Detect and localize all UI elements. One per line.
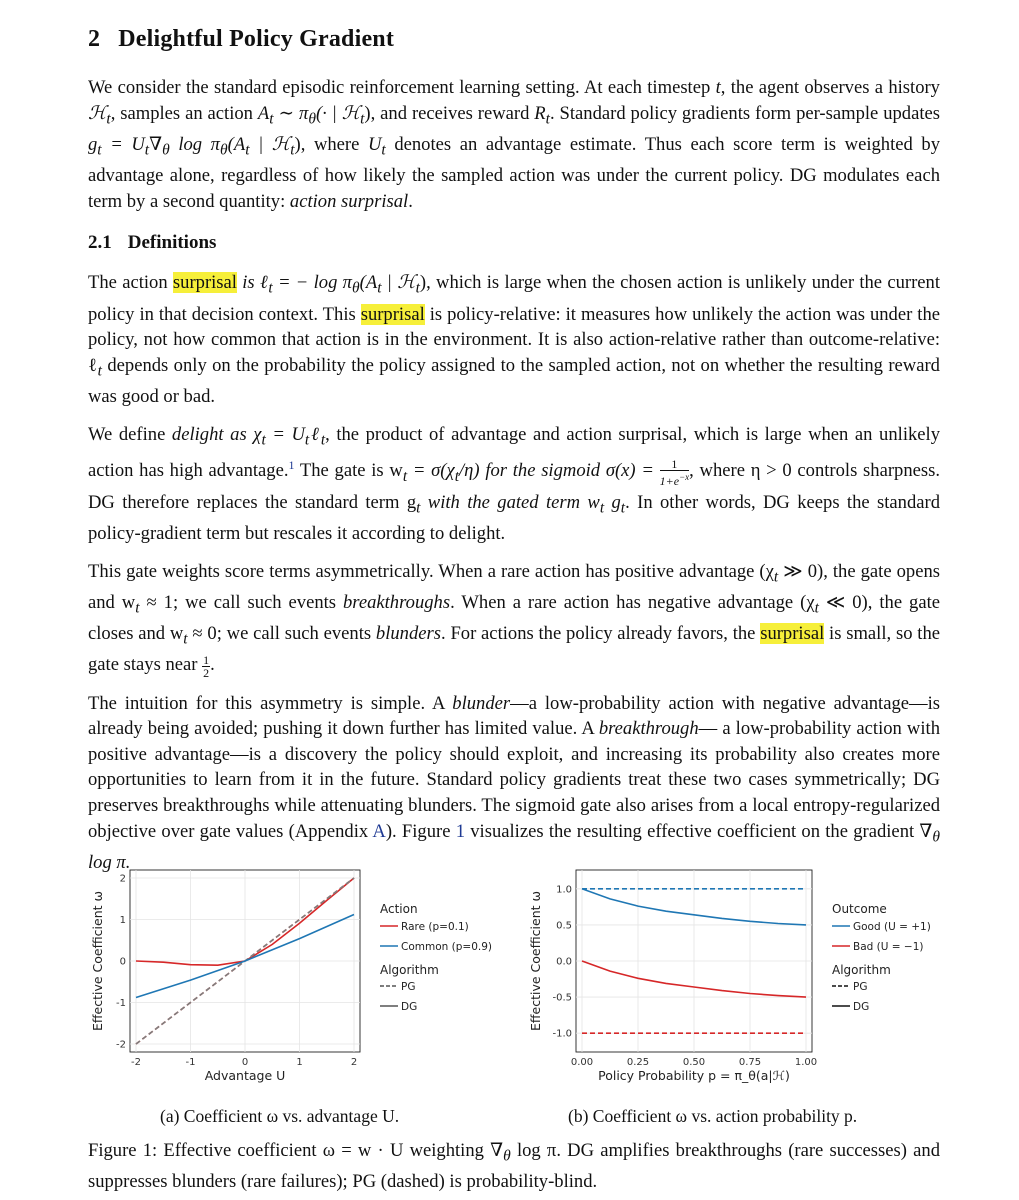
appendix-link[interactable]: A [372, 820, 386, 842]
section-heading [88, 26, 940, 53]
x-tick-label: -1 [185, 1057, 196, 1068]
legend-title-algorithm: Algorithm [832, 963, 891, 977]
y-tick-label: -1.0 [552, 1028, 572, 1040]
figure-caption: Figure 1: Effective coefficient ω = w · U weighting $\nabla_\theta$ log π. DG amplifies breakthroughs (rare successes) and suppresses blunders (rare failures); PG (dashed) is probability-blind. [88, 1140, 940, 1193]
chart-panel-a [88, 868, 508, 1100]
intro-paragraph: We consider the standard episodic reinforcement learning setting. At each timestep t, the agent observes a history ℋ$_t$, samples an action $A_t$ ∼ $\pi_\theta(\cdot$ | ℋ$_t$), and receives reward $R_t$. Standard policy gradients form per-sample updates $g_t = U_t\nabla_\theta$ $\log \pi_\theta(A_t$ | ℋ$_t$), where $U_t$ denotes an advantage estimate. Thus each score term is weighted by advantage alone, regardless of how likely the sampled action was under the current policy. DG modulates each term by a second quantity: action surprisal. [88, 77, 941, 212]
x-tick-label: 0.00 [570, 1057, 594, 1068]
legend-label-pg: PG [853, 981, 868, 993]
section-title: Delightful Policy Gradient [118, 26, 395, 52]
legend-title-outcome: Outcome [832, 902, 887, 916]
y-tick-label: 0.0 [556, 956, 572, 968]
y-tick-label: 1 [119, 915, 126, 926]
y-axis-label: Effective Coefficient ω [528, 891, 543, 1031]
x-tick-label: 0 [241, 1057, 249, 1068]
legend-label-rare: Rare (p=0.1) [401, 921, 469, 933]
subsection-number: 2.1 [88, 232, 112, 254]
y-tick-label: 0.5 [556, 920, 572, 932]
figure-link[interactable]: 1 [455, 820, 466, 842]
highlight-surprisal: surprisal [760, 623, 825, 645]
legend-label-good: Good (U = +1) [853, 921, 931, 933]
x-axis-label: Advantage U [204, 1068, 286, 1083]
figure-1 [88, 868, 948, 1108]
y-tick-label: -2 [116, 1039, 126, 1051]
subfigure-captions [0, 1106, 1019, 1132]
legend-title-action: Action [380, 902, 418, 916]
y-tick-label: -1 [116, 998, 126, 1009]
sigmoid-fraction: $\frac{1}{1+e^{-x}}$ [659, 456, 690, 488]
x-axis-label: Policy Probability p = π_θ(a|ℋ) [598, 1068, 790, 1083]
definitions-paragraph-1: The action surprisal is ℓ$_t$ = − $\log \pi_\theta(A_t$ | ℋ$_t$), which is large when the chosen action is unlikely under the current policy in that decision context. This surprisal is policy-relative: it measures how unlikely the action was under the policy, not how common that action is in the environment. It is also action-relative rather than outcome-relative: ℓ$_t$ depends only on the probability the policy assigned to the sampled action, not on whether the resulting reward was good or bad. [88, 272, 940, 408]
definitions-paragraph-2: We define delight as $\chi_t$ = $U_t\ell_t$, the product of advantage and action surprisal, which is large when an unlikely action has high advantage.$^1$ The gate is $w_t = \sigma(\chi_t/\eta)$ for the sigmoid σ(x) = $\frac{1}{1+e^{-x}}$ , where η > 0 controls sharpness. DG therefore replaces the standard term $g_t$ with the gated term $w_t$ $g_t$. In other words, DG keeps the standard policy-gradient term but rescales it according to delight. [88, 423, 940, 544]
section-number: 2 [88, 26, 101, 52]
y-tick-label: 0 [119, 956, 126, 968]
y-tick-label: 2 [119, 873, 126, 885]
y-axis-label: Effective Coefficient ω [90, 891, 105, 1031]
subsection-title: Definitions [127, 232, 217, 254]
legend-title-algorithm: Algorithm [380, 963, 439, 977]
subsection-heading [88, 232, 940, 254]
x-tick-label: 0.75 [738, 1057, 762, 1068]
x-tick-label: 2 [350, 1057, 358, 1068]
definitions-paragraph-3: This gate weights score terms asymmetrically. When a rare action has positive advantage ($\chi_t$ ≫ 0), the gate opens and $w_t \approx 1$; we call such events breakthroughs. When a rare action has negative advantage ($\chi_t$ ≪ 0), the gate closes and $w_t \approx 0$; we call such events blunders. For actions the policy already favors, the surprisal is small, so the gate stays near $\frac{1}{2}$ . [88, 560, 940, 680]
legend-label-common: Common (p=0.9) [401, 941, 492, 953]
footnote-marker[interactable]: 1 [288, 458, 295, 473]
y-tick-label: -0.5 [552, 992, 572, 1004]
legend-label-dg: DG [401, 1001, 418, 1013]
caption-a: (a) Coefficient ω vs. advantage U. [160, 1106, 400, 1126]
paper-page [88, 20, 940, 888]
y-tick-label: 1.0 [556, 884, 572, 896]
x-tick-label: 1 [296, 1057, 303, 1068]
highlight-surprisal: surprisal [360, 303, 425, 325]
x-tick-label: 0.25 [626, 1057, 650, 1068]
x-tick-label: -2 [131, 1057, 141, 1068]
caption-b: (b) Coefficient ω vs. action probability p. [568, 1106, 858, 1126]
highlight-surprisal: surprisal [172, 272, 237, 294]
chart-panel-b [526, 868, 956, 1100]
x-tick-label: 1.00 [794, 1057, 818, 1068]
legend-label-pg: PG [401, 981, 416, 993]
half-fraction: $\frac{1}{2}$ [203, 652, 210, 680]
legend-label-bad: Bad (U = −1) [853, 941, 924, 953]
x-tick-label: 0.50 [682, 1057, 706, 1068]
legend-label-dg: DG [853, 1001, 870, 1013]
definitions-paragraph-4: The intuition for this asymmetry is simple. A blunder—a low-probability action with negative advantage—is already being avoided; pushing it down further has limited value. A breakthrough— a low-probability action with positive advantage—is a discovery the policy should exploit, and increasing its probability also creates more opportunities to learn from it in the future. Standard policy gradients treat these two cases symmetrically; DG preserves breakthroughs while attenuating blunders. The sigmoid gate also arises from a local entropy-regularized objective over gate values (Appendix A). Figure 1 visualizes the resulting effective coefficient on the gradient $\nabla_\theta$ log π. [88, 692, 941, 873]
